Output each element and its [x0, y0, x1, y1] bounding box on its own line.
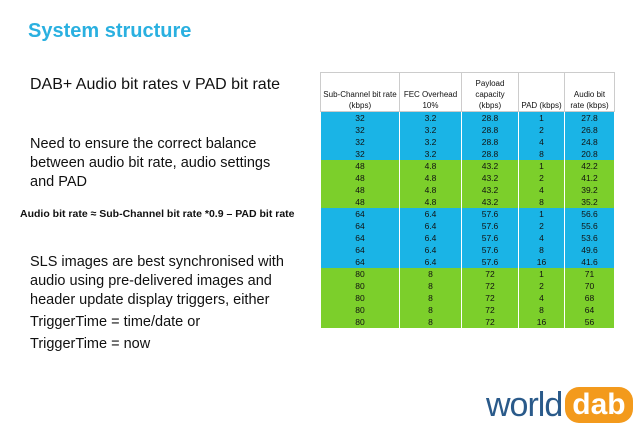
col-header-subchannel: Sub-Channel bit rate (kbps): [321, 73, 400, 112]
table-cell: 6.4: [400, 208, 462, 220]
balance-note: Need to ensure the correct balance between audio bit rate, audio settings and PAD: [30, 136, 271, 190]
table-cell: 68: [565, 292, 615, 304]
table-cell: 2: [519, 280, 565, 292]
table-row: [321, 196, 615, 208]
logo-word: world: [486, 386, 563, 424]
table-cell: 16: [519, 316, 565, 328]
table-cell: 32: [321, 112, 400, 125]
table-cell: 4: [519, 292, 565, 304]
table-cell: 8: [400, 316, 462, 328]
table-cell: 55.6: [565, 220, 615, 232]
col-header-fec: FEC Overhead 10%: [400, 73, 462, 112]
table-cell: 16: [519, 256, 565, 268]
table-cell: 2: [519, 124, 565, 136]
table-cell: 64: [565, 304, 615, 316]
col-header-payload: Payload capacity (kbps): [462, 73, 519, 112]
table-row: [321, 172, 615, 184]
table-cell: 48: [321, 160, 400, 172]
table-cell: 72: [462, 292, 519, 304]
table-cell: 3.2: [400, 112, 462, 125]
table-cell: 4.8: [400, 172, 462, 184]
table-header-row: [321, 73, 615, 112]
slide-title: System structure: [28, 20, 192, 42]
table-cell: 4.8: [400, 196, 462, 208]
table-cell: 6.4: [400, 232, 462, 244]
table-row: [321, 268, 615, 280]
sls-line: TriggerTime = now: [30, 336, 151, 352]
table-cell: 80: [321, 280, 400, 292]
table-row: [321, 244, 615, 256]
table-cell: 2: [519, 172, 565, 184]
table-cell: 6.4: [400, 244, 462, 256]
table-cell: 72: [462, 268, 519, 280]
table-cell: 1: [519, 160, 565, 172]
table-cell: 4: [519, 184, 565, 196]
table-cell: 57.6: [462, 244, 519, 256]
table-cell: 27.8: [565, 112, 615, 125]
table-cell: 64: [321, 220, 400, 232]
table-cell: 24.8: [565, 136, 615, 148]
table-cell: 42.2: [565, 160, 615, 172]
table-cell: 8: [519, 244, 565, 256]
table-row: [321, 304, 615, 316]
table-cell: 41.2: [565, 172, 615, 184]
table-row: [321, 280, 615, 292]
table-cell: 80: [321, 316, 400, 328]
table-cell: 28.8: [462, 124, 519, 136]
table-row: [321, 292, 615, 304]
table-row: [321, 112, 615, 125]
table-cell: 80: [321, 304, 400, 316]
table-cell: 64: [321, 244, 400, 256]
table-cell: 1: [519, 112, 565, 125]
table-row: [321, 160, 615, 172]
table-cell: 80: [321, 292, 400, 304]
table-cell: 6.4: [400, 220, 462, 232]
table-cell: 48: [321, 196, 400, 208]
table-row: [321, 208, 615, 220]
table-cell: 80: [321, 268, 400, 280]
table-cell: 8: [400, 268, 462, 280]
bitrate-formula: Audio bit rate ≈ Sub-Channel bit rate *0.9 – PAD bit rate: [20, 208, 295, 220]
table-cell: 3.2: [400, 124, 462, 136]
table-cell: 4.8: [400, 160, 462, 172]
table-cell: 8: [400, 292, 462, 304]
table-cell: 3.2: [400, 136, 462, 148]
table-cell: 8: [519, 304, 565, 316]
sls-line: TriggerTime = time/date or: [30, 314, 201, 330]
table-cell: 43.2: [462, 184, 519, 196]
table-cell: 56: [565, 316, 615, 328]
worlddab-logo: [486, 385, 633, 425]
table-row: [321, 136, 615, 148]
table-cell: 43.2: [462, 172, 519, 184]
table-cell: 39.2: [565, 184, 615, 196]
table-cell: 8: [400, 280, 462, 292]
table-cell: 32: [321, 124, 400, 136]
table-cell: 64: [321, 232, 400, 244]
table-cell: 57.6: [462, 256, 519, 268]
table-row: [321, 316, 615, 328]
col-header-audio: Audio bit rate (kbps): [565, 73, 615, 112]
table-cell: 35.2: [565, 196, 615, 208]
table-cell: 57.6: [462, 220, 519, 232]
table-cell: 70: [565, 280, 615, 292]
table-body: [321, 112, 615, 329]
table-cell: 71: [565, 268, 615, 280]
table-cell: 43.2: [462, 160, 519, 172]
table-cell: 56.6: [565, 208, 615, 220]
sls-line: SLS images are best synchronised with audio using pre-delivered images and header update display triggers, either: [30, 254, 284, 308]
sls-notes: [30, 253, 310, 354]
table-cell: 28.8: [462, 136, 519, 148]
table-cell: 8: [400, 304, 462, 316]
table-cell: 72: [462, 280, 519, 292]
table-cell: 32: [321, 148, 400, 160]
logo-badge: dab: [565, 387, 632, 423]
table-cell: 72: [462, 316, 519, 328]
table-cell: 8: [519, 196, 565, 208]
table-cell: 4.8: [400, 184, 462, 196]
slide-subtitle: DAB+ Audio bit rates v PAD bit rate: [30, 76, 281, 93]
table-cell: 57.6: [462, 232, 519, 244]
table-cell: 48: [321, 184, 400, 196]
bitrate-table: [320, 72, 615, 328]
table-row: [321, 232, 615, 244]
table-row: [321, 220, 615, 232]
table-cell: 1: [519, 208, 565, 220]
table-cell: 3.2: [400, 148, 462, 160]
table-cell: 49.6: [565, 244, 615, 256]
table-cell: 64: [321, 256, 400, 268]
table-row: [321, 148, 615, 160]
table-row: [321, 256, 615, 268]
table-row: [321, 184, 615, 196]
table-cell: 32: [321, 136, 400, 148]
table-cell: 26.8: [565, 124, 615, 136]
table-row: [321, 124, 615, 136]
table-cell: 1: [519, 268, 565, 280]
table-cell: 8: [519, 148, 565, 160]
col-header-pad: PAD (kbps): [519, 73, 565, 112]
table-cell: 2: [519, 220, 565, 232]
table-cell: 28.8: [462, 148, 519, 160]
table-cell: 4: [519, 232, 565, 244]
table-cell: 28.8: [462, 112, 519, 125]
table-cell: 6.4: [400, 256, 462, 268]
table-cell: 4: [519, 136, 565, 148]
table-cell: 64: [321, 208, 400, 220]
table-cell: 53.6: [565, 232, 615, 244]
table-cell: 41.6: [565, 256, 615, 268]
table-cell: 43.2: [462, 196, 519, 208]
table-cell: 72: [462, 304, 519, 316]
table-cell: 57.6: [462, 208, 519, 220]
table-cell: 48: [321, 172, 400, 184]
table-cell: 20.8: [565, 148, 615, 160]
